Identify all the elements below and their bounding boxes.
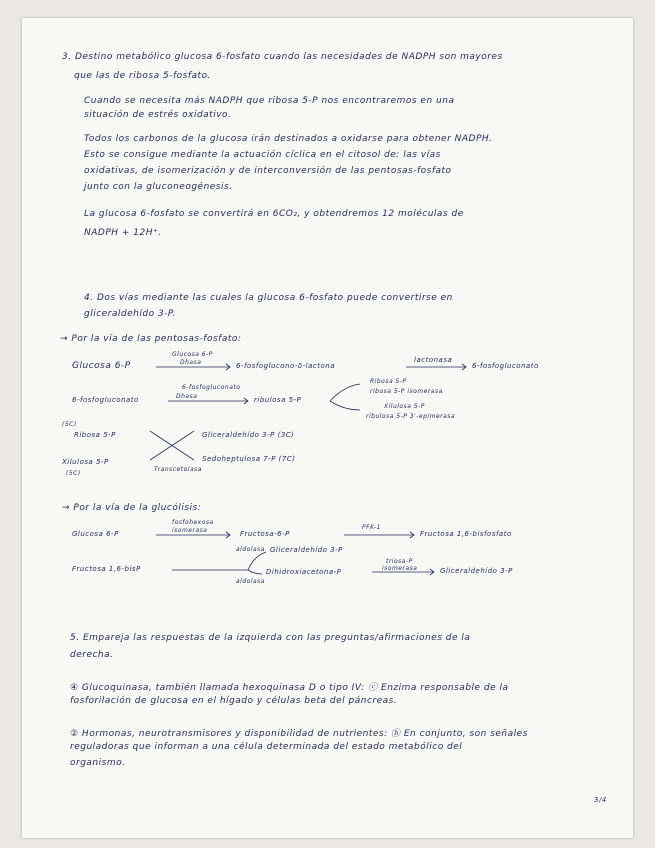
pp2-enzyme-bottom: Dhasa: [176, 393, 198, 400]
gl2-tpi-top: triosa-P: [386, 558, 413, 565]
s5-item2-line2: reguladoras que informan a una célula determinada del estado metabólico del: [70, 742, 463, 752]
tk-5c-top: (5C): [62, 421, 77, 428]
s3-p3-line2: Esto se consigue mediante la actuación cíclica en el citosol de: las vías: [84, 150, 441, 160]
s3-p3-line3: oxidativas, de isomerización y de interconversión de las pentosas-fosfato: [84, 166, 452, 176]
pp2-start: 6-fosfogluconato: [72, 396, 139, 404]
s5-item2-line1: ② Hormonas, neurotransmisores y disponibilidad de nutrientes: ⓑ En conjunto, son señales: [70, 729, 528, 739]
gl2-start: Fructosa 1,6-bisP: [72, 565, 141, 573]
s3-p2-line2: situación de estrés oxidativo.: [84, 110, 232, 120]
s4-intro-line1: 4. Dos vías mediante las cuales la glucosa 6-fosfato puede convertirse en: [84, 293, 453, 303]
tk-product1: Gliceraldehído 3-P (3C): [202, 431, 295, 439]
s4-intro-line2: gliceraldehído 3-P.: [84, 309, 176, 319]
pp2-enzyme-top: 6-fosfogluconato: [182, 384, 241, 391]
tk-xilulosa: Xilulosa 5-P: [62, 458, 109, 466]
s5-item4-line1: ④ Glucoquinasa, también llamada hexoquinasa D o tipo IV: ⓒ Enzima responsable de la: [70, 683, 509, 693]
gl2-gliceraldehido: Gliceraldehído 3-P: [270, 546, 343, 554]
gl2-dhap: Dihidroxiacetona-P: [266, 568, 342, 576]
tk-5c-bottom: (5C): [66, 470, 81, 477]
arrow-up: [248, 552, 266, 570]
s5-intro-line1: 5. Empareja las respuestas de la izquierda con las preguntas/afirmaciones de la: [70, 633, 471, 643]
page-number: 3/4: [594, 796, 607, 804]
arrow-to-ribosa: [330, 384, 360, 401]
gl2-tpi-bottom: isomerasa: [382, 565, 418, 572]
s3-p3-line4: junto con la gluconeogénesis.: [84, 182, 233, 192]
s5-intro-line2: derecha.: [70, 650, 114, 660]
pp2-ribulosa: ribulosa 5-P: [254, 396, 302, 404]
gl-pfk1: PFK-1: [362, 524, 381, 531]
s5-item2-line3: organismo.: [70, 758, 126, 768]
pp2-ribosa: Ribosa 5-P: [370, 378, 407, 385]
s3-p3-line1: Todos los carbonos de la glucosa irán destinados a oxidarse para obtener NADPH.: [84, 134, 493, 144]
arrow-down: [248, 570, 262, 574]
pp-enzyme1-top: Glucosa 6-P: [172, 351, 213, 358]
gl2-aldolasa-up: aldolasa: [236, 546, 265, 553]
tk-ribosa: Ribosa 5-P: [74, 431, 116, 439]
pentose-heading: → Por la vía de las pentosas-fosfato:: [60, 334, 242, 344]
notebook-page: [22, 18, 633, 838]
gl2-end: Gliceraldehído 3-P: [440, 567, 513, 575]
s3-title-line1: 3. Destino metabólico glucosa 6-fosfato cuando las necesidades de NADPH son mayores: [62, 52, 503, 62]
glycolysis-heading: → Por la vía de la glucólisis:: [62, 503, 202, 513]
gl2-aldolasa-down: aldolasa: [236, 578, 265, 585]
gl-fructosa-6p: Fructosa-6-P: [240, 530, 290, 538]
gl-phi-bottom: isomerasa: [172, 527, 208, 534]
pp-glucosa-6p: Glucosa 6-P: [72, 361, 131, 371]
gl-phi-top: fosfohexosa: [172, 519, 214, 526]
s3-p4-line1: La glucosa 6-fosfato se convertirá en 6CO₂, y obtendremos 12 moléculas de: [84, 209, 464, 219]
tk-product2: Sedoheptulosa 7-P (7C): [202, 455, 296, 463]
pp2-xilulosa: Xilulosa 5-P: [384, 403, 425, 410]
pp-enzyme1-bottom: Dhasa: [180, 359, 202, 366]
gl-glucosa-6p: Glucosa 6-P: [72, 530, 119, 538]
pp-6-fosfogluconato: 6-fosfogluconato: [472, 362, 539, 370]
arrow-to-xilulosa: [330, 401, 360, 410]
pp2-epimerasa: ribulosa 5-P 3'-epimerasa: [366, 413, 456, 420]
gl-f16bp: Fructosa 1,6-bisfosfato: [420, 530, 512, 538]
pp-lactona: 6-fosfoglucono-δ-lactona: [236, 362, 335, 370]
s5-item4-line2: fosforilación de glucosa en el hígado y células beta del páncreas.: [70, 696, 398, 706]
s3-p2-line1: Cuando se necesita más NADPH que ribosa 5-P nos encontraremos en una: [84, 96, 455, 106]
tk-enzyme: Transcetolasa: [154, 466, 202, 473]
pp2-ribosa-isomerasa: ribosa 5-P isomerasa: [370, 388, 443, 395]
s3-p4-line2: NADPH + 12H⁺.: [84, 228, 162, 238]
s3-title-line2: que las de ribosa 5-fosfato.: [74, 71, 211, 81]
pp-lactonasa: lactonasa: [414, 356, 453, 364]
